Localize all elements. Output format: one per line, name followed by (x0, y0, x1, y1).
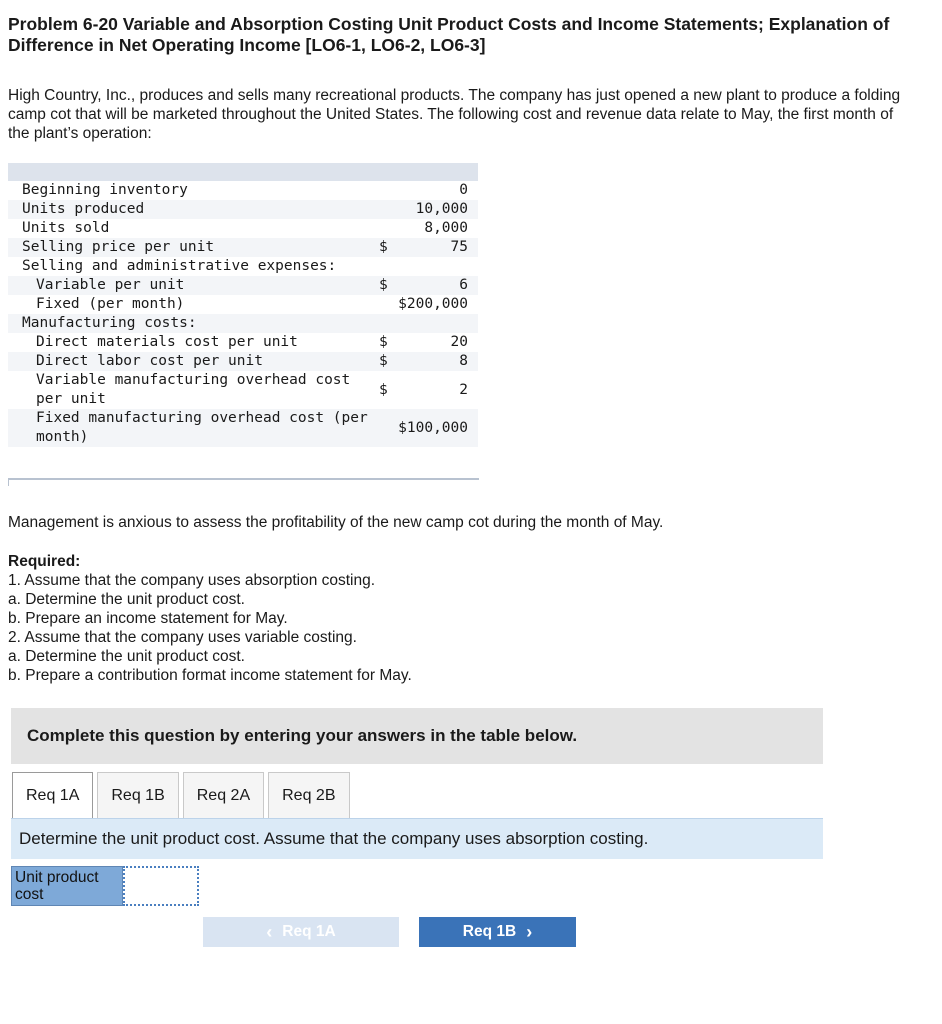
table-row (8, 276, 478, 295)
table-row (8, 257, 478, 276)
row-label: Variable manufacturing overhead cost per unit (8, 371, 379, 409)
row-currency: $ (379, 276, 398, 295)
next-req-label: Req 1B (462, 923, 517, 940)
row-value: 2 (398, 371, 478, 409)
required-item: a. Determine the unit product cost. (8, 648, 245, 665)
row-label: Selling price per unit (8, 238, 379, 257)
unit-product-cost-input[interactable] (123, 866, 199, 906)
chevron-right-icon: › (526, 921, 533, 942)
row-currency (379, 409, 398, 447)
unit-product-cost-label: Unit product cost (11, 866, 123, 906)
required-item: 1. Assume that the company uses absorption costing. (8, 572, 376, 589)
table-row (8, 238, 478, 257)
table-row (8, 352, 478, 371)
table-row (8, 200, 478, 219)
row-value (398, 314, 478, 333)
prev-req-label: Req 1A (282, 923, 336, 940)
required-item: 2. Assume that the company uses variable costing. (8, 629, 357, 646)
required-item: b. Prepare a contribution format income statement for May. (8, 667, 412, 684)
row-currency (379, 181, 398, 200)
problem-intro: High Country, Inc., produces and sells many recreational products. The company has just opened a new plant to produce a folding camp cot that will be marketed throughout the United States. The following cost and revenue data relate to May, the first month of the plant’s operation: (8, 87, 901, 142)
table-row (8, 314, 478, 333)
table-row (8, 181, 478, 200)
row-label: Units produced (8, 200, 379, 219)
chevron-left-icon: ‹ (266, 921, 273, 942)
cost-revenue-table (8, 163, 478, 447)
table-row (8, 219, 478, 238)
requirement-instruction: Determine the unit product cost. Assume that the company uses absorption costing. (11, 818, 823, 859)
instructions-banner: Complete this question by entering your answers in the table below. (11, 708, 823, 764)
row-label: Selling and administrative expenses: (8, 257, 379, 276)
required-heading: Required: (8, 553, 81, 570)
row-label: Beginning inventory (8, 181, 379, 200)
required-section (8, 552, 412, 685)
row-currency: $ (379, 352, 398, 371)
row-currency (379, 200, 398, 219)
table-header-bar (8, 163, 478, 181)
row-value: 0 (398, 181, 478, 200)
row-label: Direct materials cost per unit (8, 333, 379, 352)
row-value: $100,000 (398, 409, 478, 447)
required-item: a. Determine the unit product cost. (8, 591, 245, 608)
row-label: Manufacturing costs: (8, 314, 379, 333)
tab-req-1b[interactable]: Req 1B (97, 772, 178, 818)
management-text: Management is anxious to assess the profitability of the new camp cot during the month of May. (8, 514, 664, 531)
row-label: Variable per unit (8, 276, 379, 295)
required-item: b. Prepare an income statement for May. (8, 610, 288, 627)
prev-req-button[interactable] (203, 917, 399, 947)
tab-req-2a[interactable]: Req 2A (183, 772, 264, 818)
tab-req-1a[interactable]: Req 1A (12, 772, 93, 818)
row-value: 8,000 (398, 219, 478, 238)
requirement-tabs (12, 772, 350, 818)
row-value: $200,000 (398, 295, 478, 314)
row-value: 10,000 (398, 200, 478, 219)
row-value (398, 257, 478, 276)
row-currency: $ (379, 238, 398, 257)
row-currency (379, 219, 398, 238)
row-currency (379, 314, 398, 333)
table-row (8, 295, 478, 314)
row-label: Units sold (8, 219, 379, 238)
row-currency (379, 257, 398, 276)
row-label: Fixed (per month) (8, 295, 379, 314)
row-currency (379, 295, 398, 314)
table-row (8, 409, 478, 447)
row-label: Direct labor cost per unit (8, 352, 379, 371)
problem-title: Problem 6-20 Variable and Absorption Costing Unit Product Costs and Income Statements; Explanation of Difference in Net Operating Income [LO6-1, LO6-2, LO6-3] (8, 14, 890, 55)
row-currency: $ (379, 371, 398, 409)
table-footer-rule (8, 478, 479, 486)
table-row (8, 333, 478, 352)
row-value: 8 (398, 352, 478, 371)
table-row (8, 371, 478, 409)
row-currency: $ (379, 333, 398, 352)
row-value: 6 (398, 276, 478, 295)
row-value: 20 (398, 333, 478, 352)
answer-row (11, 866, 199, 906)
row-value: 75 (398, 238, 478, 257)
row-label: Fixed manufacturing overhead cost (per month) (8, 409, 379, 447)
next-req-button[interactable] (419, 917, 576, 947)
tab-req-2b[interactable]: Req 2B (268, 772, 349, 818)
